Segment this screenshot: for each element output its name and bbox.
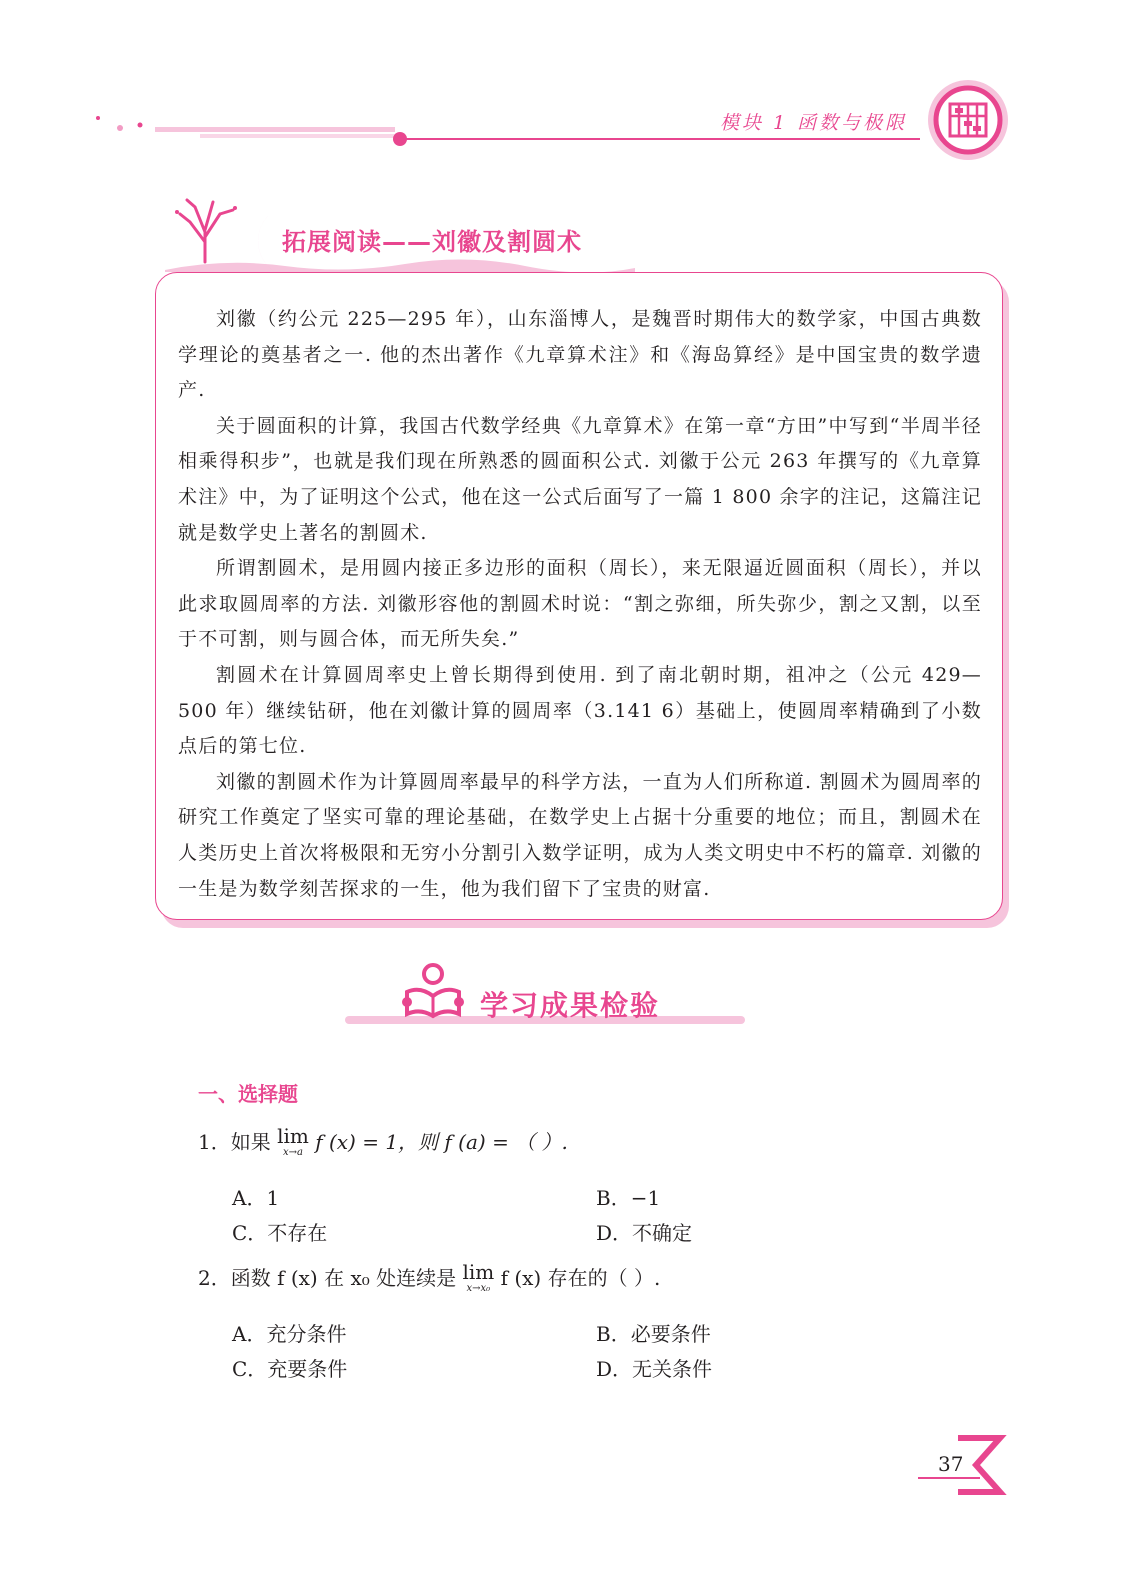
question-text: f (x) 在 x₀ 处连续是 [277, 1266, 457, 1290]
reading-paragraph: 关于圆面积的计算，我国古代数学经典《九章算术》在第一章“方田”中写到“半周半径相乘得积步”，也就是我们现在所熟悉的圆面积公式. 刘徽于公元 263 年撰写的《九章算术注》中，为了证明这个公式，他在这一公式后面写了一篇 1 800 余字的注记，这篇注记就是数学史上著名的割圆术. [178, 414, 982, 544]
question-number: 1． [198, 1130, 231, 1154]
page-number: 37 [938, 1452, 964, 1476]
question-2 [198, 1262, 660, 1294]
reading-paragraph: 刘徽的割圆术作为计算圆周率最早的科学方法，一直为人们所称道. 割圆术为圆周率的研究工作奠定了坚实可靠的理论基础，在数学史上占据十分重要的地位；而且，割圆术在人类历史上首次将极限和无穷小分割引入数学证明，成为人类文明史中不朽的篇章. 刘徽的一生是为数学刻苦探求的一生，他为我们留下了宝贵的财富. [178, 770, 982, 900]
limit-symbol: lim [277, 1124, 309, 1148]
question-1 [198, 1126, 568, 1158]
option-a[interactable]: A．1 [232, 1186, 280, 1210]
question-text: 如果 [230, 1130, 271, 1154]
option-d[interactable]: D．不确定 [596, 1221, 693, 1245]
limit-expression [277, 1126, 309, 1158]
option-c[interactable]: C．充要条件 [232, 1357, 348, 1381]
limit-subscript: x→a [282, 1147, 303, 1158]
reading-text [178, 302, 982, 907]
option-b[interactable]: B．−1 [596, 1186, 661, 1210]
option-a[interactable]: A．充分条件 [232, 1322, 347, 1346]
part-heading: 一、选择题 [198, 1082, 298, 1106]
reading-paragraph: 所谓割圆术，是用圆内接正多边形的面积（周长），来无限逼近圆面积（周长），并以此求取圆周率的方法. 刘徽形容他的割圆术时说：“割之弥细，所失弥少，割之又割，以至于不可割，则与圆合体，而无所失矣.” [178, 557, 982, 651]
reading-paragraph: 割圆术在计算圆周率史上曾长期得到使用. 到了南北朝时期，祖冲之（公元 429—500 年）继续钻研，他在刘徽计算的圆周率（3.141 6）基础上，使圆周率精确到了小数点后的第七位. [178, 663, 982, 758]
limit-subscript: x→x₀ [466, 1283, 491, 1294]
reading-paragraph: 刘徽（约公元 225—295 年），山东淄博人，是魏晋时期伟大的数学家，中国古典数学理论的奠基者之一. 他的杰出著作《九章算术注》和《海岛算经》是中国宝贵的数学遗产. [178, 308, 982, 402]
option-c[interactable]: C．不存在 [232, 1221, 328, 1245]
limit-expression [462, 1262, 494, 1294]
question-text: f (x) = 1，则 [315, 1130, 439, 1154]
option-d[interactable]: D．无关条件 [596, 1357, 713, 1381]
module-title: 模块 1 函数与极限 [720, 112, 908, 134]
limit-symbol: lim [462, 1260, 495, 1284]
option-b[interactable]: B．必要条件 [596, 1322, 711, 1346]
question-text: f (a) = （ ）. [444, 1130, 568, 1154]
question-text: 函数 [230, 1266, 271, 1290]
abacus-icon [926, 78, 1010, 162]
question-number: 2． [198, 1266, 231, 1290]
reading-title: 拓展阅读——刘徽及割圆术 [282, 228, 582, 256]
question-text: f (x) 存在的（ ）. [500, 1266, 661, 1290]
quiz-section-title: 学习成果检验 [480, 989, 661, 1022]
